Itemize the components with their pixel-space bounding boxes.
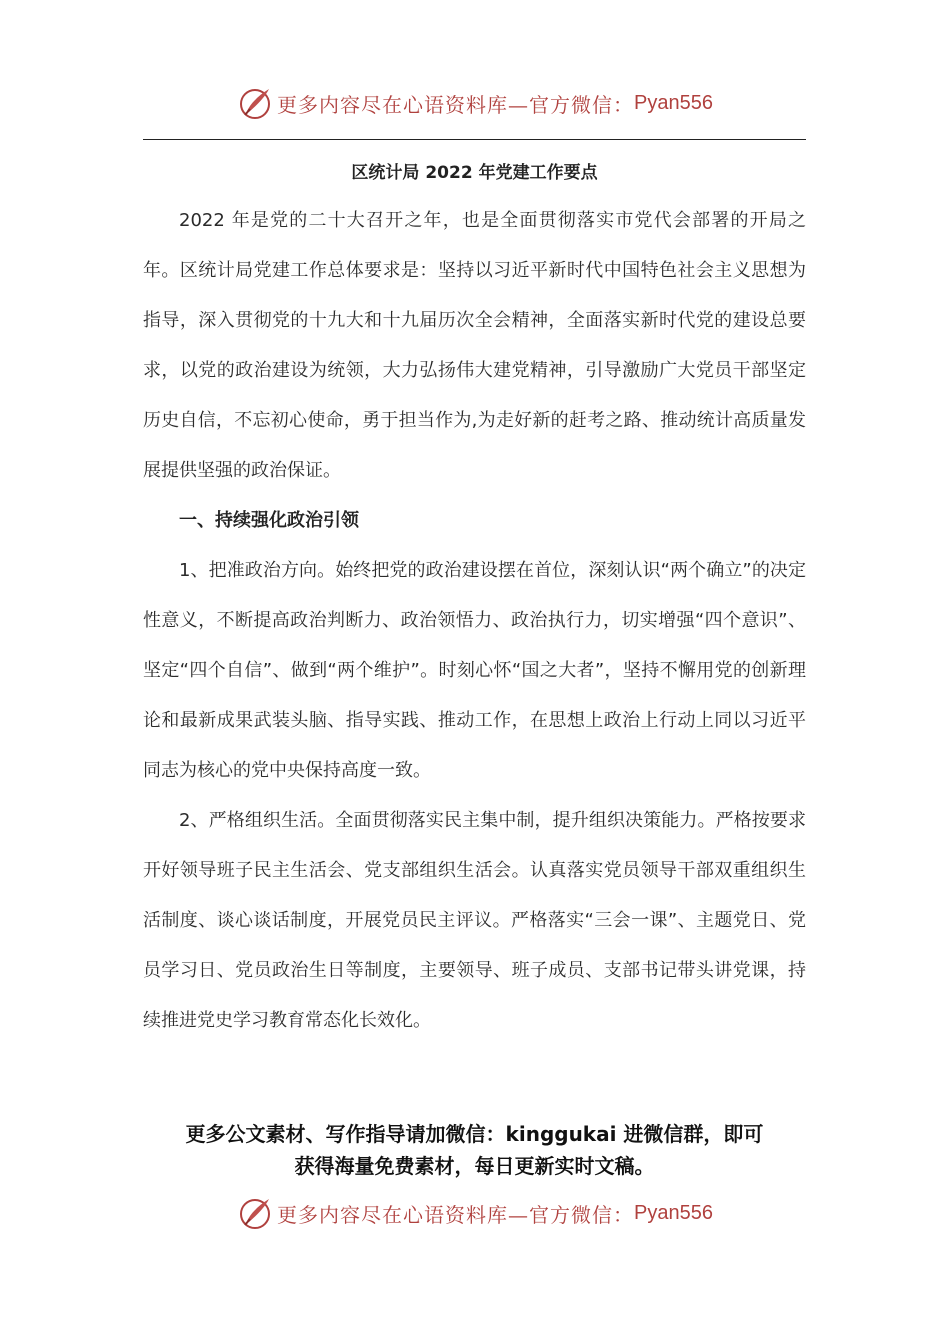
banner-text: 更多内容尽在心语资料库—官方微信： xyxy=(277,92,635,117)
footer-note xyxy=(143,1118,806,1182)
page-title: 区统计局 2022 年党建工作要点 xyxy=(351,163,598,183)
footer-line-2: 获得海量免费素材，每日更新实时文稿。 xyxy=(294,1154,655,1178)
banner-wechat-id: Pyan556 xyxy=(634,1201,713,1224)
header-banner xyxy=(0,83,950,123)
quill-pen-logo-icon xyxy=(237,85,273,121)
banner-wechat-id: Pyan556 xyxy=(634,91,713,114)
item-paragraph-2: 2、严格组织生活。全面贯彻落实民主集中制，提升组织决策能力。严格按要求开好领导班子民主生活会、党支部组织生活会。认真落实党员领导干部双重组织生活制度、谈心谈话制度，开展党员民主评议。严格落实“三会一课”、主题党日、党员学习日、党员政治生日等制度，主要领导、班子成员、支部书记带头讲党课，持续推进党史学习教育常态化长效化。 xyxy=(143,810,806,1031)
footer-banner xyxy=(0,1193,950,1233)
item-paragraph-1: 1、把准政治方向。始终把党的政治建设摆在首位，深刻认识“两个确立”的决定性意义，不断提高政治判断力、政治领悟力、政治执行力，切实增强“四个意识”、坚定“四个自信”、做到“两个维护”。时刻心怀“国之大者”，坚持不懈用党的创新理论和最新成果武装头脑、指导实践、推动工作，在思想上政治上行动上同以习近平同志为核心的党中央保持高度一致。 xyxy=(143,560,806,781)
banner-text: 更多内容尽在心语资料库—官方微信： xyxy=(277,1202,635,1227)
section-heading: 一、持续强化政治引领 xyxy=(179,510,359,531)
quill-pen-logo-icon xyxy=(237,1195,273,1231)
document-body xyxy=(143,196,806,1046)
footer-line-1: 更多公文素材、写作指导请加微信：kinggukai 进微信群，即可 xyxy=(185,1122,764,1146)
header-divider xyxy=(143,139,806,140)
intro-paragraph: 2022 年是党的二十大召开之年，也是全面贯彻落实市党代会部署的开局之年。区统计局党建工作总体要求是：坚持以习近平新时代中国特色社会主义思想为指导，深入贯彻党的十九大和十九届历次全会精神，全面落实新时代党的建设总要求，以党的政治建设为统领，大力弘扬伟大建党精神，引导激励广大党员干部坚定历史自信，不忘初心使命，勇于担当作为,为走好新的赶考之路、推动统计高质量发展提供坚强的政治保证。 xyxy=(143,210,806,481)
